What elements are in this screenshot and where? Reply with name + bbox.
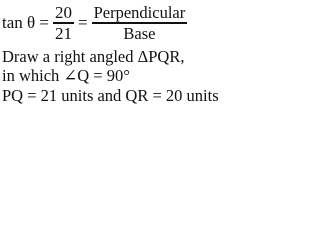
side-lengths-line: PQ = 21 units and QR = 20 units: [2, 86, 219, 105]
angle-condition-line: in which ∠Q = 90°: [2, 66, 130, 85]
fraction-numeric-denominator: 21: [55, 23, 72, 43]
tangent-equation: [2, 0, 191, 46]
fraction-numeric: [53, 3, 74, 42]
fraction-words: [92, 3, 188, 42]
fraction-numeric-numerator: 20: [55, 3, 72, 23]
fraction-words-numerator: Perpendicular: [93, 3, 186, 23]
instruction-line: Draw a right angled ΔPQR,: [2, 47, 185, 66]
fraction-words-denominator: Base: [123, 23, 156, 43]
equals-sign: =: [78, 13, 88, 32]
solution-text-block: [0, 0, 253, 123]
equation-lhs: tan θ =: [2, 13, 49, 32]
